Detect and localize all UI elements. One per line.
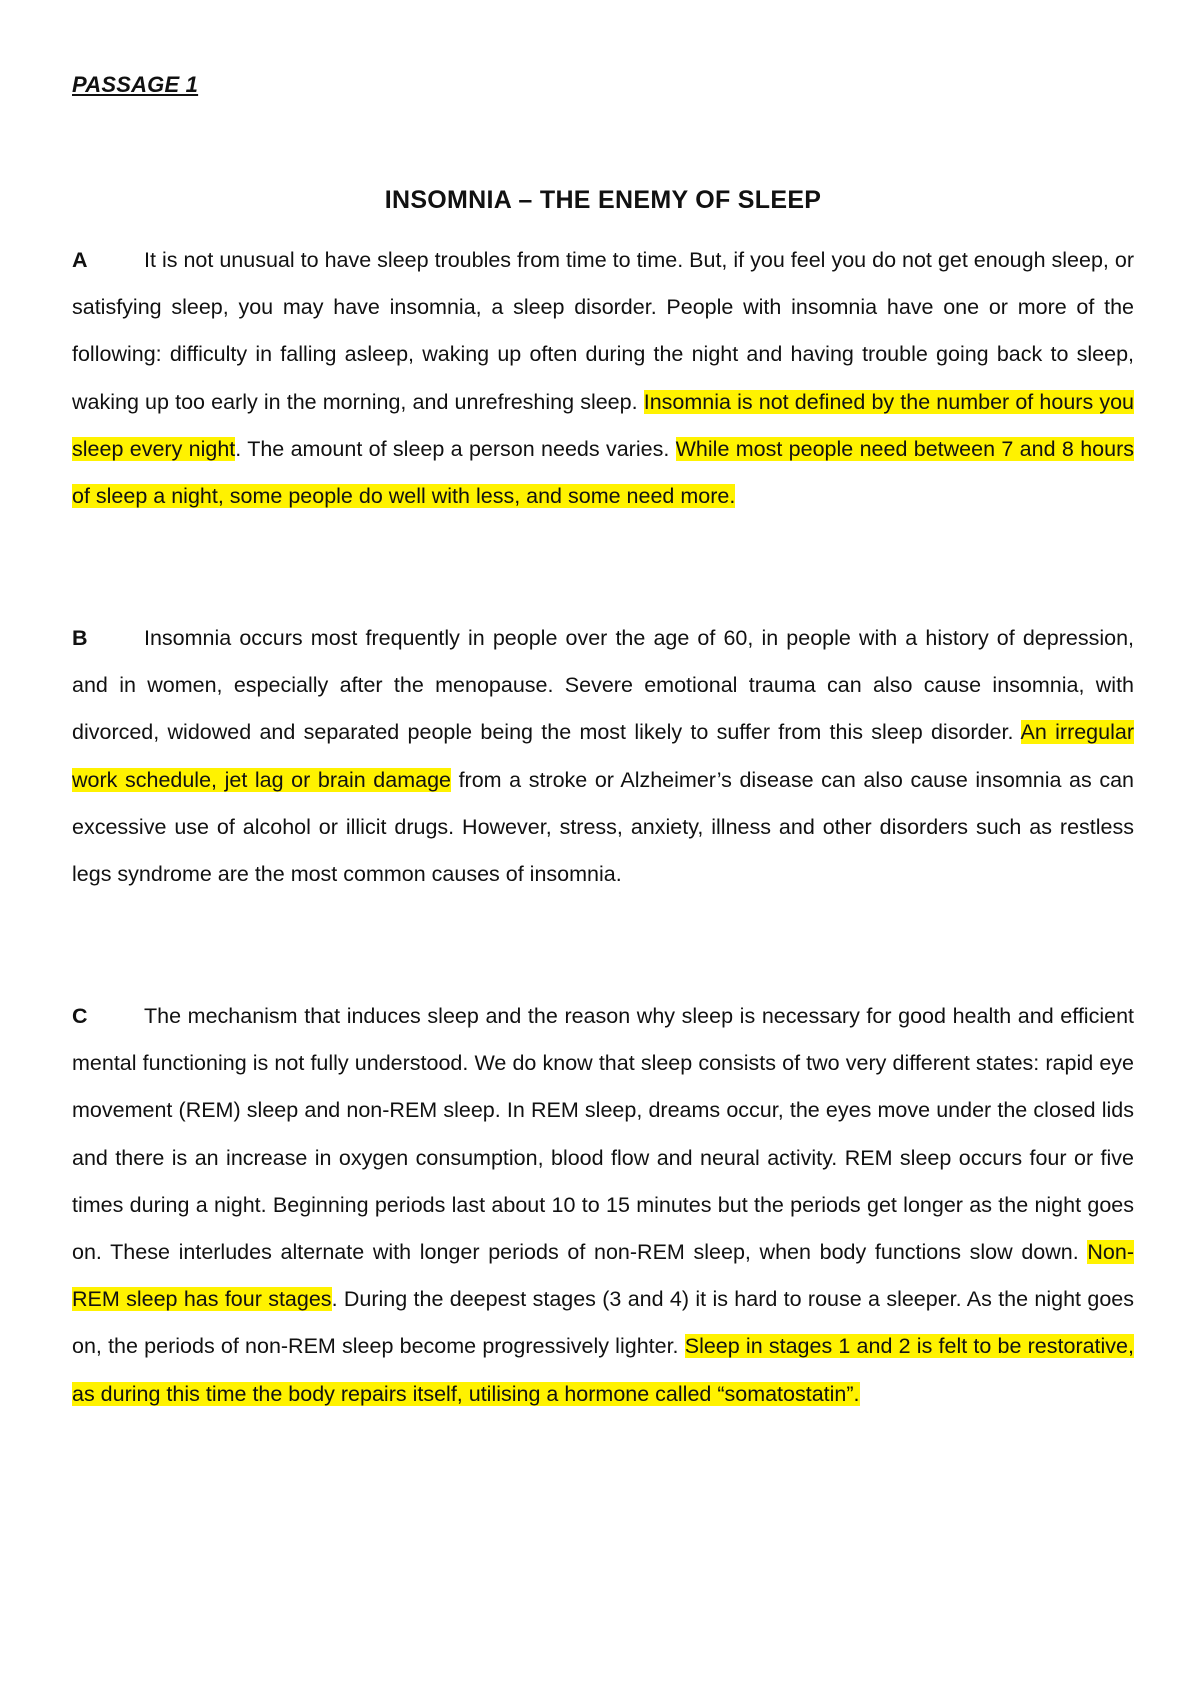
highlighted-text: While most people need between 7 and 8 hours of sleep a night, some people do well with less, and some need more. [72,436,1134,509]
highlighted-text: Insomnia is not defined by the number of hours you sleep every night [72,389,1134,461]
paragraph-text-0: Insomnia occurs most frequently in people over the age of 60, in people with a history of depression, and in women, especially after the menopause. Severe emotional trauma can also cause insomnia, with divorced, widowed and separated people being the most likely to suffer from this sleep disorder. [72,626,1134,745]
paragraph-b [72,615,1134,898]
paragraph-text-1: . During the deepest stages (3 and 4) it is hard to rouse a sleeper. As the night goes on, the periods of non-REM sleep become progressively lighter. [72,1287,1134,1359]
paragraph-a [72,237,1134,520]
highlighted-text: Non-REM sleep has four stages [72,1240,1134,1312]
paragraph-text-0: The mechanism that induces sleep and the reason why sleep is necessary for good health and efficient mental functioning is not fully understood. We do know that sleep consists of two very different states: rapid eye movement (REM) sleep and non-REM sleep. In REM sleep, dreams occur, the eyes move under the closed lids and there is an increase in oxygen consumption, blood flow and neural activity. REM sleep occurs four or five times during a night. Beginning periods last about 10 to 15 minutes but the periods get longer as the night goes on. These interludes alternate with longer periods of non-REM sleep, when body functions slow down. [72,1004,1134,1265]
paragraph-text-1: from a stroke or Alzheimer’s disease can also cause insomnia as can excessive use of alcohol or illicit drugs. However, stress, anxiety, illness and other disorders such as restless legs syndrome are the most common causes of insomnia. [72,767,1134,887]
passage-label: PASSAGE 1 [72,72,199,97]
paragraph-text-1: . The amount of sleep a person needs varies. [235,436,676,461]
document-title: INSOMNIA – THE ENEMY OF SLEEP [384,186,822,214]
paragraph-letter: A [72,248,88,272]
highlighted-text: An irregular work schedule, jet lag or brain damage [72,720,1134,792]
paragraph-letter: C [72,1004,88,1028]
highlighted-text: Sleep in stages 1 and 2 is felt to be restorative, as during this time the body repairs itself, utilising a hormone called “somatostatin”. [72,1334,1134,1406]
paragraph-letter: B [72,626,88,650]
paragraph-text-0: It is not unusual to have sleep troubles from time to time. But, if you feel you do not get enough sleep, or satisfying sleep, you may have insomnia, a sleep disorder. People with insomnia have one or more of the following: difficulty in falling asleep, waking up often during the night and having trouble going back to sleep, waking up too early in the morning, and unrefreshing sleep. [72,248,1134,414]
paragraph-c [72,993,1134,1418]
